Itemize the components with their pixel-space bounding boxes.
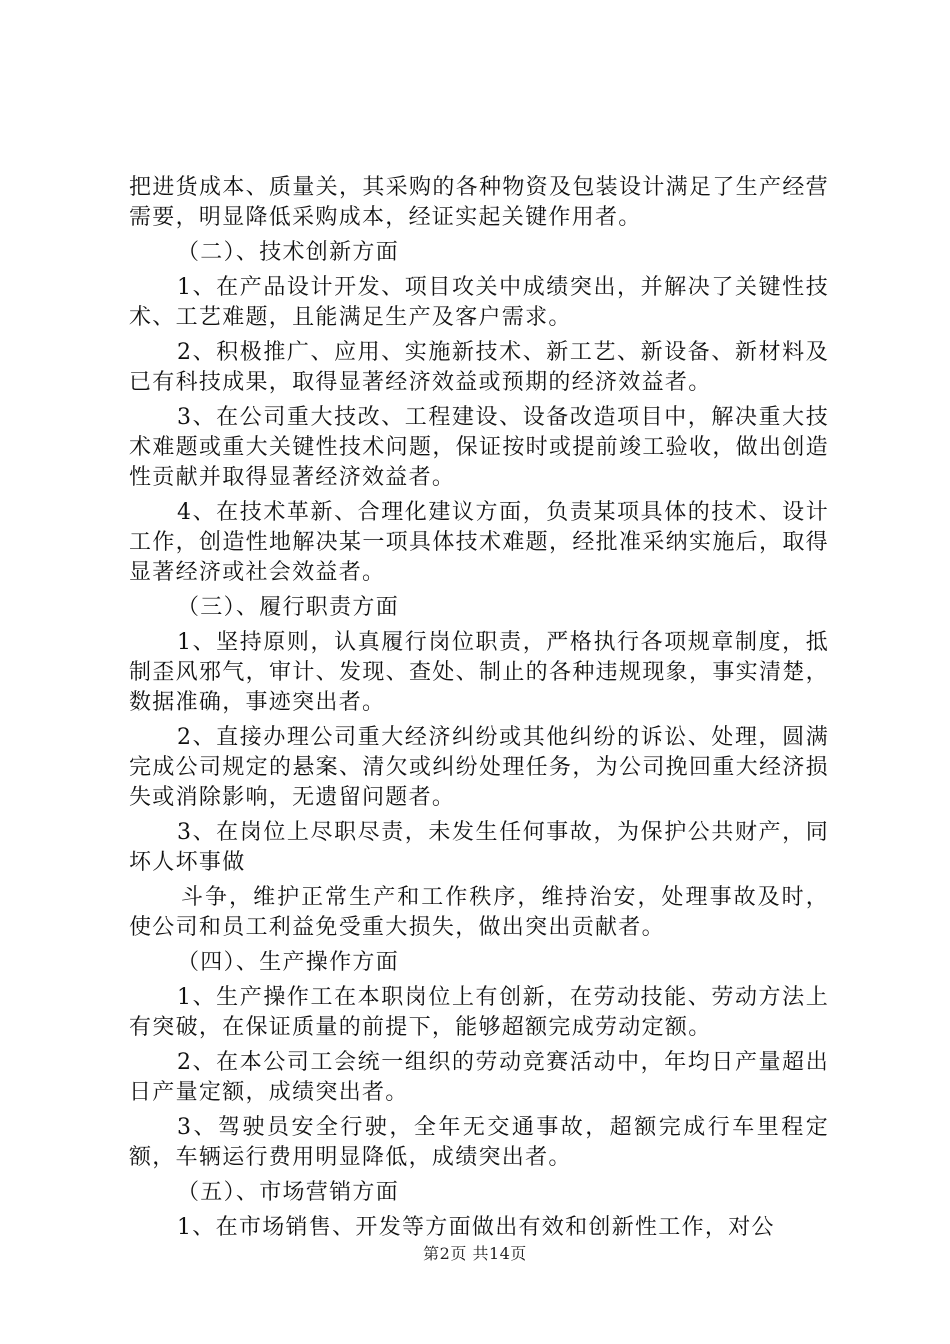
body-paragraph: 4、在技术革新、合理化建议方面，负责某项具体的技术、设计工作，创造性地解决某一项具体技术难题，经批准采纳实施后，取得显著经济或社会效益者。 bbox=[129, 500, 829, 585]
body-paragraph: 3、驾驶员安全行驶，全年无交通事故，超额完成行车里程定额，车辆运行费用明显降低，成绩突出者。 bbox=[129, 1115, 829, 1170]
body-paragraph: 1、坚持原则，认真履行岗位职责，严格执行各项规章制度，抵制歪风邪气，审计、发现、查处、制止的各种违规现象，事实清楚，数据准确，事迹突出者。 bbox=[129, 630, 829, 715]
body-paragraph: 斗争，维护正常生产和工作秩序，维持治安，处理事故及时，使公司和员工利益免受重大损失，做出突出贡献者。 bbox=[129, 885, 829, 940]
page-footer: 第2页 共14页 bbox=[423, 1244, 527, 1263]
body-paragraph: 3、在岗位上尽职尽责，未发生任何事故，为保护公共财产，同坏人坏事做 bbox=[129, 820, 829, 875]
section-heading: （二）、技术创新方面 bbox=[177, 240, 400, 265]
body-paragraph: 3、在公司重大技改、工程建设、设备改造项目中，解决重大技术难题或重大关键性技术问题，保证按时或提前竣工验收，做出创造性贡献并取得显著经济效益者。 bbox=[129, 405, 829, 490]
body-paragraph: 2、在本公司工会统一组织的劳动竞赛活动中，年均日产量超出日产量定额，成绩突出者。 bbox=[129, 1050, 829, 1105]
body-paragraph: 2、积极推广、应用、实施新技术、新工艺、新设备、新材料及已有科技成果，取得显著经济效益或预期的经济效益者。 bbox=[129, 340, 829, 395]
body-paragraph: 把进货成本、质量关，其采购的各种物资及包装设计满足了生产经营需要，明显降低采购成本，经证实起关键作用者。 bbox=[129, 175, 829, 230]
section-heading: （四）、生产操作方面 bbox=[177, 950, 400, 975]
body-paragraph: 1、在市场销售、开发等方面做出有效和创新性工作，对公 bbox=[177, 1215, 775, 1240]
document-body bbox=[129, 173, 829, 1248]
body-paragraph: 1、在产品设计开发、项目攻关中成绩突出，并解决了关键性技术、工艺难题，且能满足生产及客户需求。 bbox=[129, 275, 829, 330]
section-heading: （五）、市场营销方面 bbox=[177, 1180, 400, 1205]
body-paragraph: 2、直接办理公司重大经济纠纷或其他纠纷的诉讼、处理，圆满完成公司规定的悬案、清欠或纠纷处理任务，为公司挽回重大经济损失或消除影响，无遗留问题者。 bbox=[129, 725, 829, 810]
section-heading: （三）、履行职责方面 bbox=[177, 595, 400, 620]
body-paragraph: 1、生产操作工在本职岗位上有创新，在劳动技能、劳动方法上有突破，在保证质量的前提下，能够超额完成劳动定额。 bbox=[129, 985, 829, 1040]
